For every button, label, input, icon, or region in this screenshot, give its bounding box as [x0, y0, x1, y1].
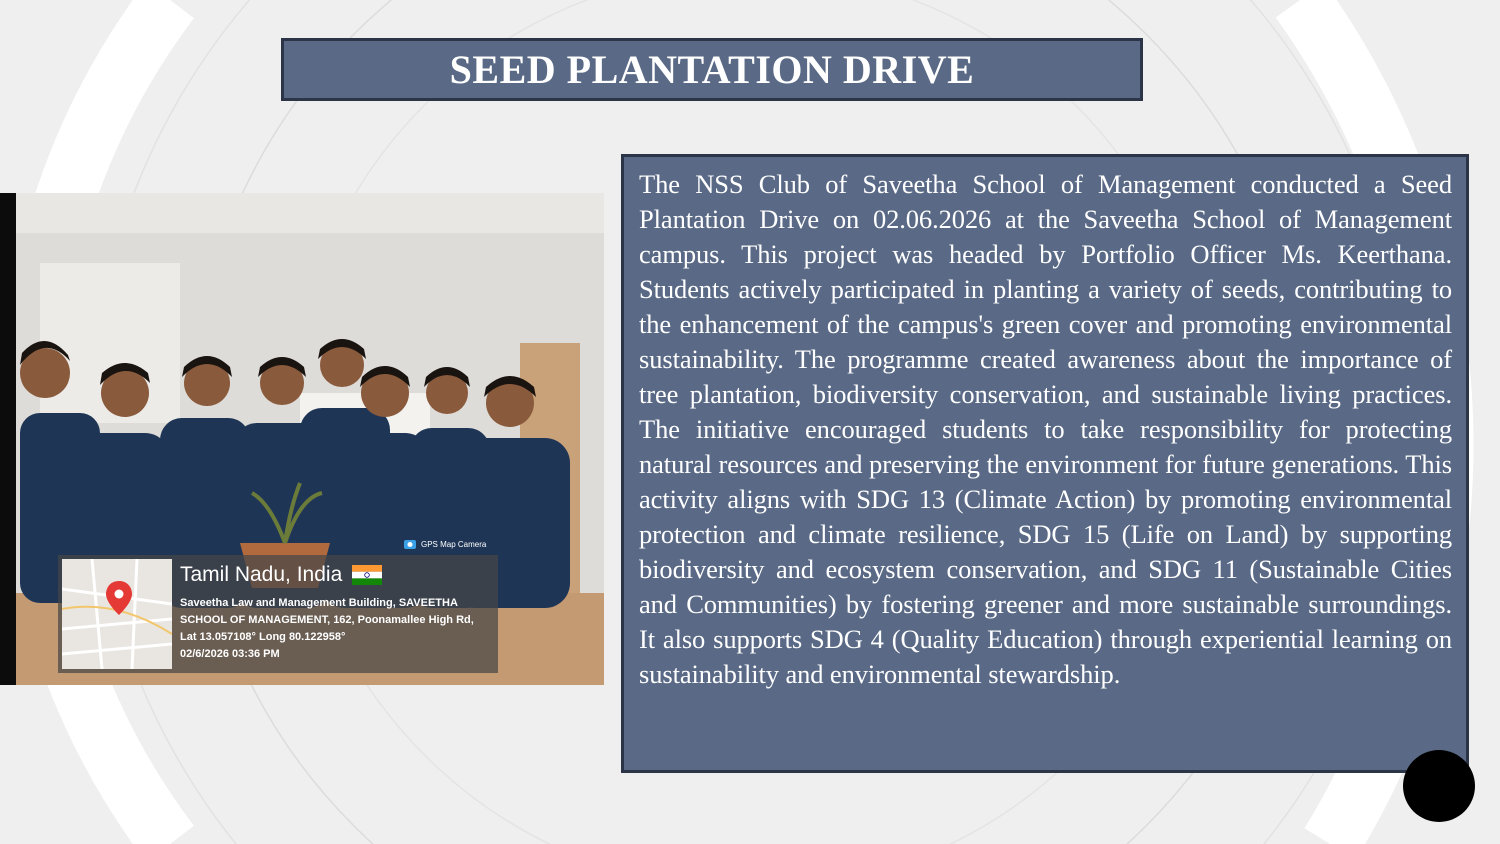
india-flag-icon — [352, 565, 382, 585]
description-text: The NSS Club of Saveetha School of Management conducted a Seed Plantation Drive on 02.06.2026 at the Saveetha School of Management campus. This project was headed by Portfolio Officer Ms. Keerthana. Students actively participated in planting a variety of seeds, contributing to the enhancement of the campus's green cover and promoting environmental sustainability. The programme created awareness about the importance of tree plantation, biodiversity conservation, and sustainable living practices. The initiative encouraged students to take responsibility for protecting natural resources and preserving the environment for future generations. This activity aligns with SDG 13 (Climate Action) by promoting environmental protection and climate resilience, SDG 15 (Life on Land) by supporting biodiversity and ecosystem conservation, and SDG 11 (Sustainable Cities and Communities) by fostering greener and more sustainable surroundings. It also supports SDG 4 (Quality Education) through experiential learning on sustainability and environmental stewardship. — [639, 169, 1452, 689]
gps-mini-map — [62, 559, 172, 669]
gps-address-line-2: SCHOOL OF MANAGEMENT, 162, Poonamallee High Rd, — [180, 614, 474, 626]
gps-coordinates: Lat 13.057108° Long 80.122958° — [180, 631, 346, 643]
gps-overlay — [58, 555, 498, 673]
gps-address-line-1: Saveetha Law and Management Building, SAVEETHA — [180, 597, 458, 609]
description-panel — [621, 154, 1469, 773]
event-photo — [0, 193, 604, 685]
gps-camera-badge — [403, 537, 486, 551]
gps-timestamp: 02/6/2026 03:36 PM — [180, 648, 280, 660]
gps-details — [180, 563, 492, 663]
corner-circle-decoration — [1403, 750, 1475, 822]
gps-place-name: Tamil Nadu, India — [180, 563, 343, 586]
title-banner — [281, 38, 1143, 101]
photo-edge-bar — [0, 193, 16, 685]
gps-camera-label: GPS Map Camera — [421, 539, 487, 549]
camera-icon — [403, 537, 417, 551]
page-title: SEED PLANTATION DRIVE — [449, 47, 975, 92]
